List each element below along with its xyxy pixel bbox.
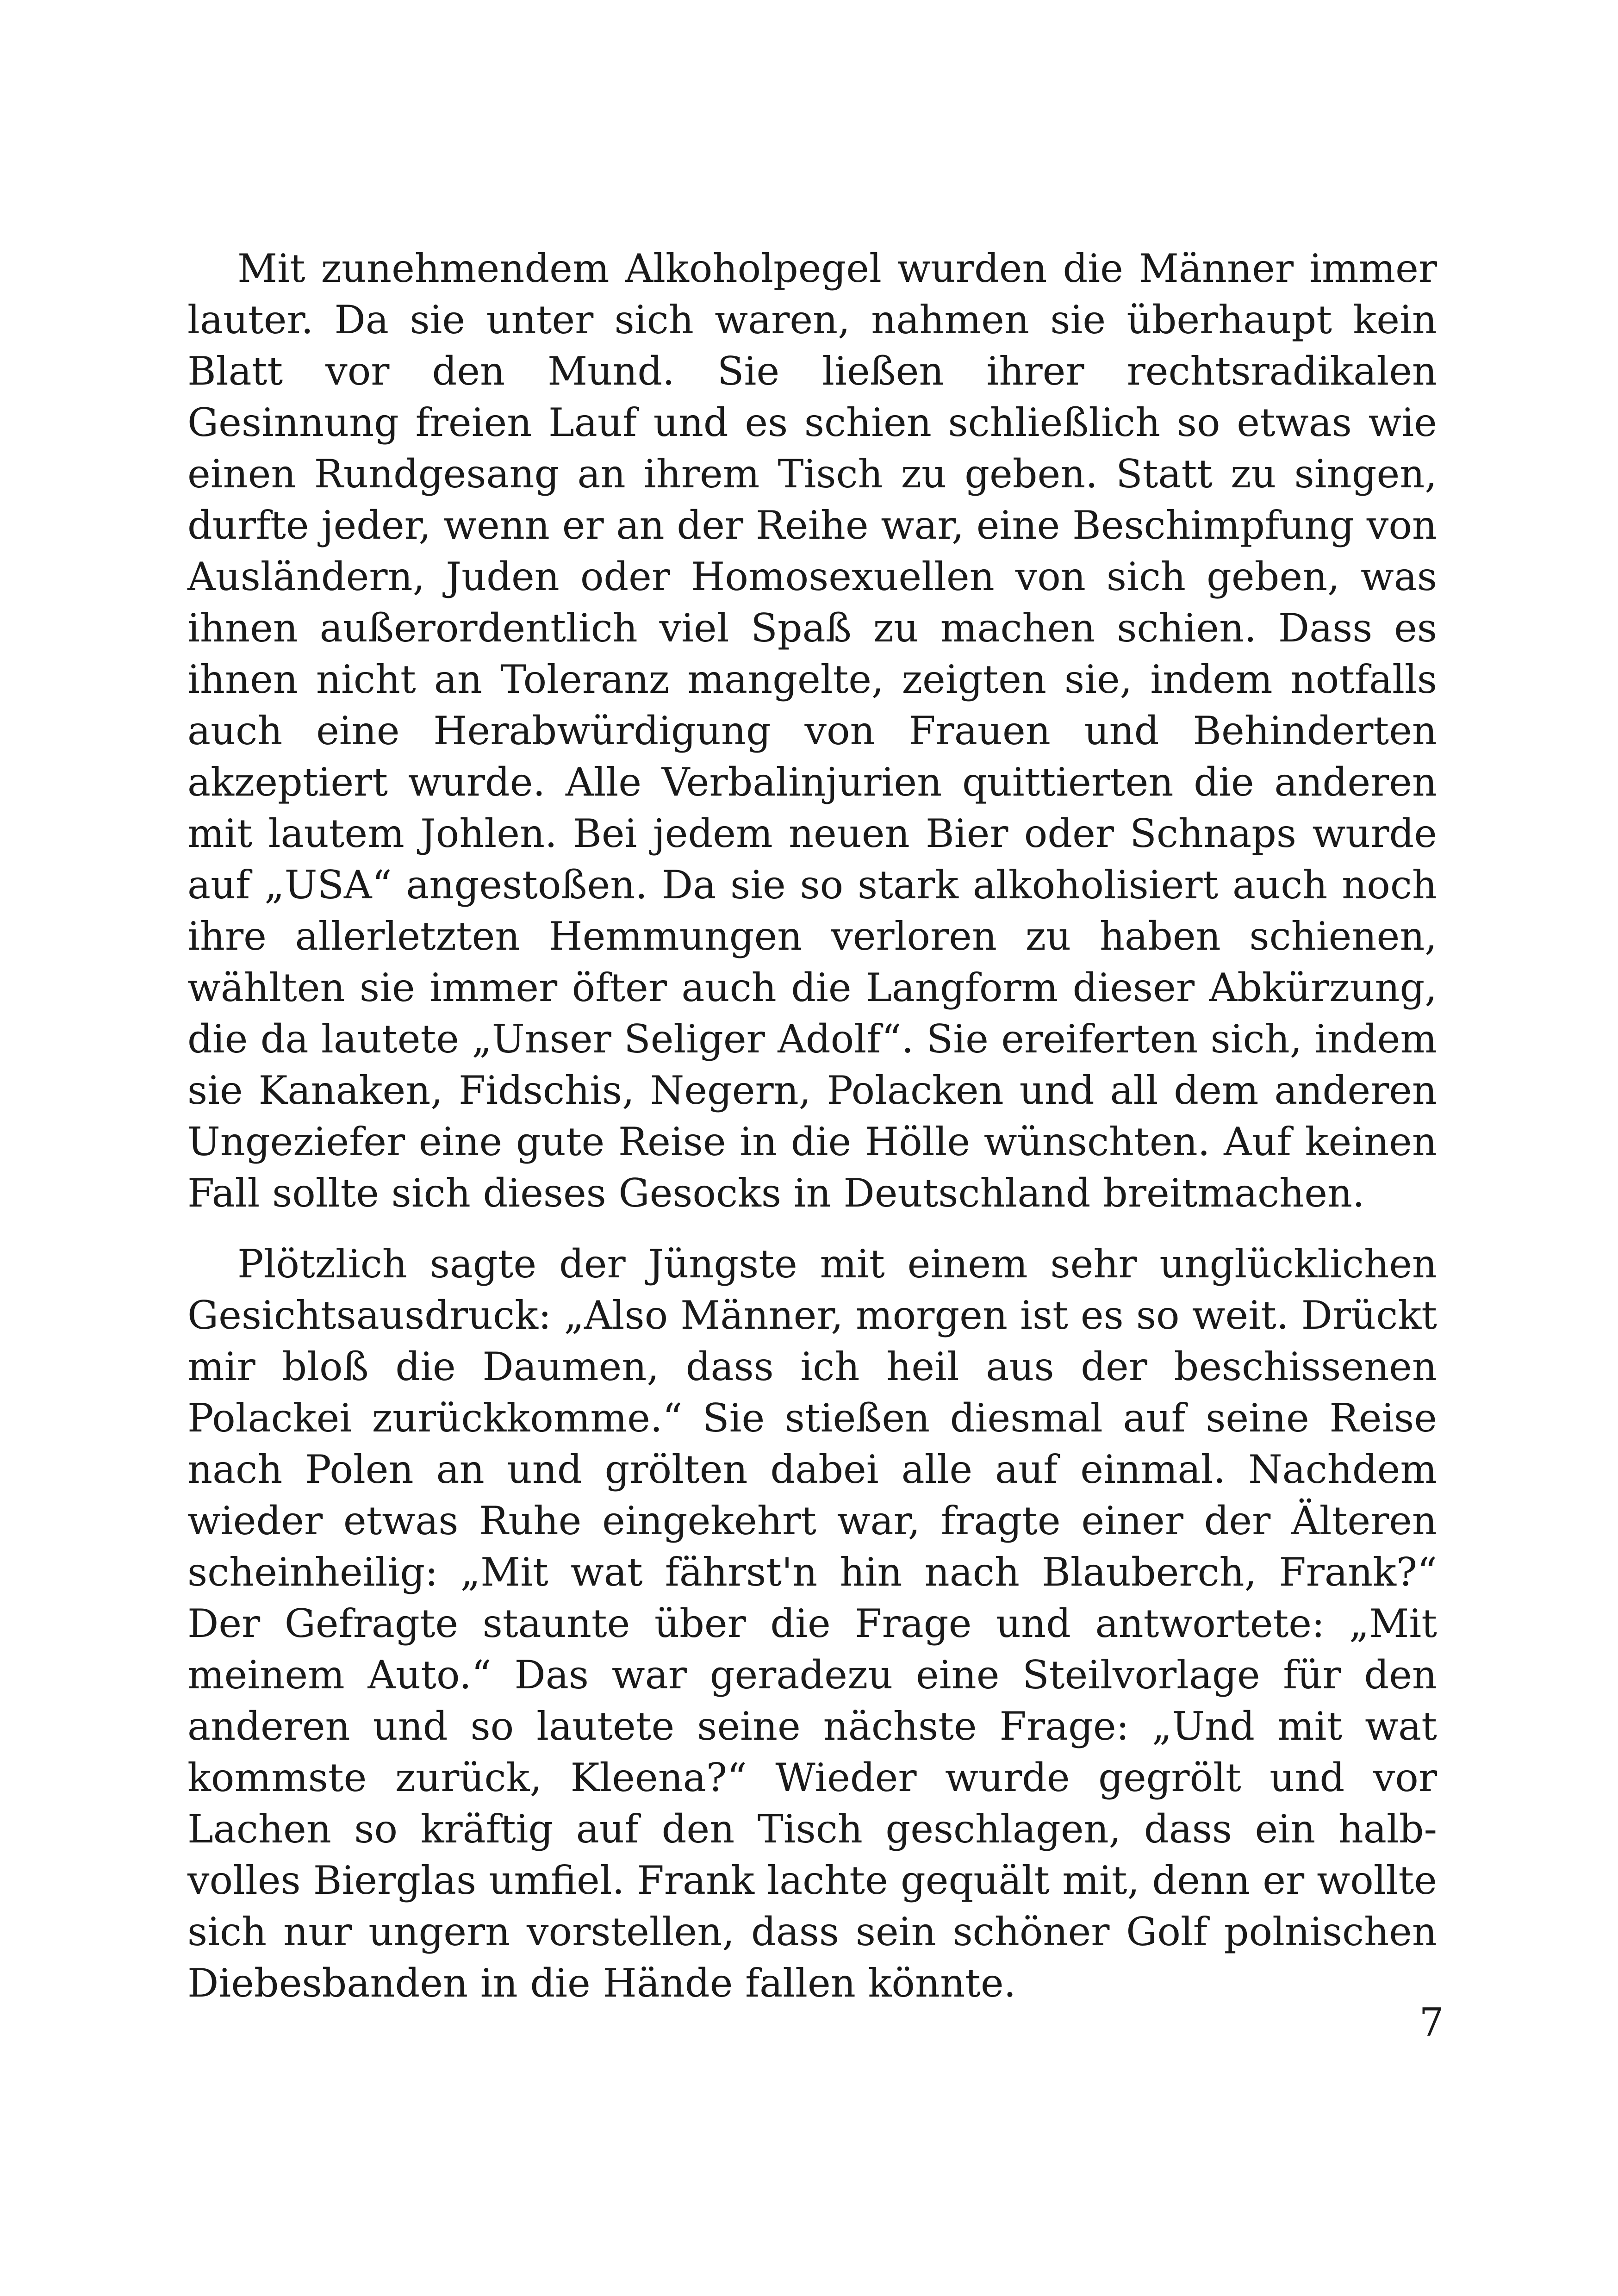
paragraph-2: Plötzlich sagte der Jüngste mit einem sehr unglücklichen Gesichtsausdruck: „Also Männer, morgen ist es so weit. Drückt mir bloß die Daumen, dass ich heil aus der beschissenen Polackei zurückkomme.“ Sie stießen diesmal auf seine Reise nach Polen an und grölten dabei alle auf einmal. Nachdem wieder etwas Ruhe eingekehrt war, fragte einer der Älteren scheinheilig: „Mit wat fährst'n hin nach Blauberch, Frank?“ Der Gefragte staunte über die Frage und antwortete: „Mit meinem Auto.“ Das war geradezu eine Steilvorlage für den anderen und so lautete seine nächste Frage: „Und mit wat kommste zurück, Kleena?“ Wieder wurde gegrölt und vor Lachen so kräftig auf den Tisch geschlagen, dass ein halbvolles Bierglas umfiel. Frank lachte gequält mit, denn er wollte sich nur ungern vorstellen, dass sein schöner Golf polnischen Diebesbanden in die Hände fallen könnte. [187, 1241, 1437, 2006]
body-text [187, 243, 1437, 2009]
paragraph-1: Mit zunehmendem Alkoholpegel wurden die Männer immer lauter. Da sie unter sich waren, nahmen sie überhaupt kein Blatt vor den Mund. Sie ließen ihrer rechtsradikalen Gesinnung freien Lauf und es schien schließlich so etwas wie einen Rundgesang an ihrem Tisch zu geben. Statt zu singen, durfte jeder, wenn er an der Reihe war, eine Beschimpfung von Ausländern, Juden oder Homosexuellen von sich geben, was ihnen außerordentlich viel Spaß zu machen schien. Dass es ihnen nicht an Toleranz mangelte, zeigten sie, indem notfalls auch eine Herabwürdigung von Frauen und Behinderten akzeptiert wurde. Alle Verbalinjurien quittierten die anderen mit lautem Johlen. Bei jedem neuen Bier oder Schnaps wurde auf „USA“ angestoßen. Da sie so stark alkoholisiert auch noch ihre allerletzten Hemmungen verloren zu haben schienen, wählten sie immer öfter auch die Langform dieser Abkürzung, die da lautete „Unser Seliger Adolf“. Sie ereiferten sich, indem sie Kanaken, Fidschis, Negern, Polacken und all dem anderen Ungeziefer eine gute Reise in die Hölle wünschten. Auf keinen Fall sollte sich dieses Gesocks in Deutschland breitmachen. [187, 246, 1437, 1216]
page-number: 7 [1419, 2000, 1444, 2045]
